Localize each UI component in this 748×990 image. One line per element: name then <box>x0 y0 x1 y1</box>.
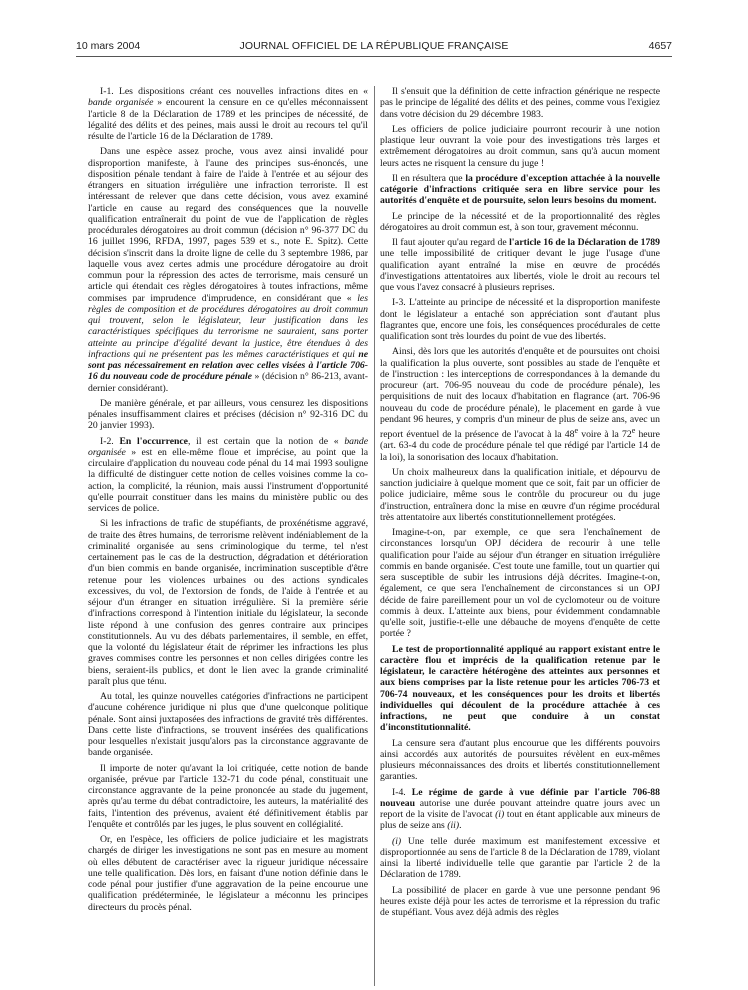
header-page-number: 4657 <box>648 40 672 52</box>
paragraph: Au total, les quinze nouvelles catégories d'infractions ne participent d'aucune cohérence juridique ni plus que d'une quelconque politique pénale. Sont ainsi juxtaposées des infractions de gravité très différentes. Dans cette liste d'infractions, se trouvent insérées des qualifications pour lesquelles n'existait jusqu'alors pas la circonstance aggravante de bande organisée. <box>88 691 368 759</box>
right-column <box>380 86 660 986</box>
paragraph: Imagine-t-on, par exemple, ce que sera l'enchaînement de circonstances lorsqu'un OPJ décidera de recourir à une telle qualification pour l'aide au séjour d'un étranger en situation irrégulière commis en bande organisée. C'est toute une famille, tout un quartier qui sera susceptible de subir les intrusions déjà décrites. Imagine-t-on, également, ce que sera l'enchaînement de circonstances si un OPJ décide de faire pareillement pour un vol de cyclomoteur ou de voiture commis à deux. L'atteinte aux biens, pour évidemment condamnable qu'elle soit, justifie-t-elle une débauche de moyens d'enquête de cette portée ? <box>380 527 660 640</box>
paragraph: (i) Une telle durée maximum est manifestement excessive et disproportionnée au sens de l'article 8 de la Déclaration de 1789, violant ainsi la liberté individuelle telle que garantie par l'article 2 de la Déclaration de 1789. <box>380 835 660 881</box>
paragraph: Il s'ensuit que la définition de cette infraction générique ne respecte pas le principe de légalité des délits et des peines, comme vous l'exigiez dans votre décision du 29 décembre 1983. <box>380 86 660 120</box>
header-date: 10 mars 2004 <box>76 40 141 52</box>
paragraph: De manière générale, et par ailleurs, vous censurez les dispositions pénales insuffisamment claires et précises (décision n° 92-316 DC du 20 janvier 1993). <box>88 397 368 432</box>
page-header <box>76 34 672 50</box>
paragraph: I-3. L'atteinte au principe de nécessité et la disproportion manifeste dont le législateur a entaché son appréciation sont d'autant plus flagrantes que, encore une fois, les conséquences procédurales de cette qualification sont très lourdes du point de vue des libertés. <box>380 297 660 342</box>
paragraph: Si les infractions de trafic de stupéfiants, de proxénétisme aggravé, de traite des êtres humains, de terrorisme relèvent indéniablement de la criminalité organisée au sens criminologique du terme, tel n'est certainement pas le cas de la destruction, dégradation et détérioration d'un bien commis en bande organisée, incrimination susceptible d'être retenue pour les violences urbaines ou des actions syndicales excessives, du vol, de l'extorsion de fonds, de l'aide à l'entrée et au séjour d'un étranger en situation irrégulière. Si la première série d'infractions correspond à l'intention initiale du législateur, la seconde liste répond à une confusion des genres contraire aux principes constitutionnels. Au vu des débats parlementaires, il semble, en effet, que la volonté du législateur était de réprimer les infractions les plus graves commises contre les personnes et non celles dirigées contre les biens, seraient-ils publics, et dont le lien avec la grande criminalité paraît plus que ténu. <box>88 518 368 687</box>
paragraph: Dans une espèce assez proche, vous avez ainsi invalidé pour disproportion manifeste, à l'aune des principes sus-énoncés, une disposition pénale tendant à faire de l'aide à l'entrée et au séjour des étrangers en situation irrégulière une infraction terroriste. Il est intéressant de relever que dans cette décision, vous avez examiné l'article en cause au regard des conséquences que la nouvelle qualification entraînerait du point de vue de l'application de règles procédurales dérogatoires au droit commun (décision n° 96-377 DC du 16 juillet 1996, RFDA, 1997, pages 539 et s., note E. Spitz). Cette décision s'inscrit dans la droite ligne de celle du 3 septembre 1986, par laquelle vous avez certes admis une procédure dérogatoire au droit commun pour la répression des actes de terrorisme, mais censuré un article qui étendait ces règles dérogatoires à toutes infractions, même commises par imprudence d'imprudence, en considérant que « les règles de composition et de procédures dérogatoires au droit commun qui trouvent, selon le législateur, leur justification dans les caractéristiques spécifiques du terrorisme ne sauraient, sans porter atteinte au principe d'égalité devant la justice, être étendues à des infractions qui ne présentent pas les mêmes caractéristiques et qui ne sont pas nécessairement en relation avec celles visées à l'article 706-16 du nouveau code de procédure pénale » (décision n° 86-213, avant-dernier considérant). <box>88 146 368 394</box>
paragraph: La censure sera d'autant plus encourue que les différents pouvoirs ainsi accordés aux autorités de poursuites révèlent en eux-mêmes plusieurs méconnaissances des droits et libertés constitutionnellement garanties. <box>380 737 660 783</box>
header-rule <box>76 56 672 57</box>
header-title: JOURNAL OFFICIEL DE LA RÉPUBLIQUE FRANÇAISE <box>239 40 509 52</box>
paragraph: Un choix malheureux dans la qualification initiale, et dépourvu de sanction judiciaire à quelque moment que ce soit, fait par un officier de police judiciaire, même sous le contrôle du procureur ou du juge d'instruction, entraînera donc la mise en œuvre d'un régime procédural très attentatoire aux libertés constitutionnellement protégées. <box>380 466 660 523</box>
paragraph: I-1. Les dispositions créant ces nouvelles infractions dites en « bande organisée » encourent la censure en ce qu'elles méconnaissent l'article 8 de la Déclaration de 1789 et les principes de nécessité, de légalité des délits et des peines, mais aussi le droit au recours tel qu'il résulte de l'article 16 de la Déclaration de 1789. <box>88 86 368 142</box>
paragraph: Le test de proportionnalité appliqué au rapport existant entre le caractère flou et imprécis de la qualification retenue par le législateur, le caractère hétérogène des atteintes aux personnes et aux biens comprises par la liste retenue pour les articles 706-73 et 706-74 nouveaux, et les conséquences pour les droits et libertés individuelles qui découlent de la procédure attachée à ces infractions, ne peut que conduire à un constat d'inconstitutionnalité. <box>380 643 660 734</box>
left-column <box>88 86 368 986</box>
paragraph: I-4. Le régime de garde à vue définie par l'article 706-88 nouveau autorise une durée pouvant atteindre quatre jours avec un report de la visite de l'avocat (i) tout en étant applicable aux mineurs de plus de seize ans (ii). <box>380 786 660 832</box>
paragraph: Le principe de la nécessité et de la proportionnalité des règles dérogatoires au droit commun est, à son tour, gravement méconnu. <box>380 210 660 233</box>
paragraph: Ainsi, dès lors que les autorités d'enquête et de poursuites ont choisi la qualification la plus ouverte, sont possibles au stade de l'enquête et de l'instruction : les interceptions de correspondances à la demande du procureur (art. 706-95 nouveau du code de procédure pénale), les perquisitions de nuit des locaux d'habitation en flagrance (art. 706-96 nouveau du code de procédure pénale), le placement en garde à vue pendant 96 heures, y compris d'un mineur de plus de seize ans, avec un report éventuel de la présence de l'avocat à la 48e voire à la 72e heure (art. 63-4 du code de procédure pénale tel que rédigé par l'article 14 de la loi), la sonorisation des locaux d'habitation. <box>380 346 660 463</box>
paragraph: I-2. En l'occurrence, il est certain que la notion de « bande organisée » est en elle-même floue et imprécise, au point que la circulaire d'application du nouveau code pénal du 14 mai 1993 souligne la difficulté de distinguer cette notion de celles voisines comme la co-action, la complicité, la réunion, mais aussi l'instrument d'opportunité qu'elle pourrait constituer dans les mains du ministère public ou des services de police. <box>88 435 368 514</box>
paragraph: Il en résultera que la procédure d'exception attachée à la nouvelle catégorie d'infractions critiquée sera en libre service pour les autorités d'enquête et de poursuite, selon leurs besoins du moment. <box>380 172 660 207</box>
paragraph: Les officiers de police judiciaire pourront recourir à une notion plastique leur ouvrant la voie pour des investigations très larges et extrêmement dérogatoires au droit commun, sans qu'à aucun moment leurs actes ne risquent la censure du juge ! <box>380 123 660 169</box>
paragraph: La possibilité de placer en garde à vue une personne pendant 96 heures existe déjà pour les actes de terrorisme et la répression du trafic de stupéfiant. Vous avez déjà admis des règles <box>380 884 660 919</box>
paragraph: Il importe de noter qu'avant la loi critiquée, cette notion de bande organisée, prévue par l'article 132-71 du code pénal, constituait une circonstance aggravante de la peine prononcée au stade du jugement, après qu'au terme du débat contradictoire, les auteurs, la matérialité des faits, l'intention des prévenus, avaient été définitivement établis par l'enquête et contrôlés par les juges, le plus souvent en collégialité. <box>88 762 368 830</box>
paragraph: Or, en l'espèce, les officiers de police judiciaire et les magistrats chargés de diriger les investigations ne sont pas en mesure au moment où elles débutent de caractériser avec la rigueur juridique nécessaire une telle qualification. Dès lors, en faisant d'une notion définie dans le code pénal pour justifier d'une aggravation de la peine encourue une qualification prédéterminée, le législateur a méconnu les principes directeurs du procès pénal. <box>88 834 368 913</box>
column-divider <box>374 86 375 986</box>
paragraph: Il faut ajouter qu'au regard de l'article 16 de la Déclaration de 1789 une telle impossibilité de critiquer devant le juge l'usage d'une qualification ayant entraîné la mise en œuvre de procédés d'investigations attentatoires aux libertés, viole le droit au recours tel que vous l'avez consacré à plusieurs reprises. <box>380 237 660 293</box>
